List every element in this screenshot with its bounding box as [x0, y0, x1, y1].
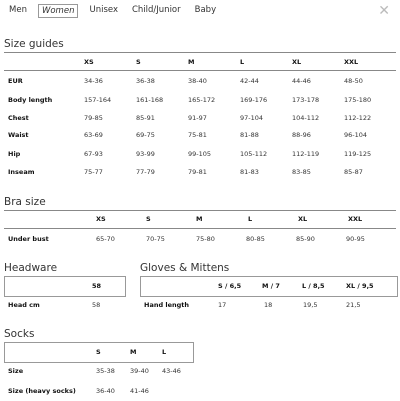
size-guides-cell: 161-168 — [136, 96, 164, 104]
gloves-row-label: Hand length — [144, 301, 190, 309]
socks-cell: 35-38 — [96, 367, 115, 375]
size-guides-row-label: Hip — [8, 150, 21, 158]
size-guides-cell: 48-50 — [344, 77, 363, 85]
tab-baby[interactable]: Baby — [194, 5, 217, 15]
size-guides-cell: 119-125 — [344, 150, 372, 158]
bra-size-cell: 75-80 — [196, 235, 215, 243]
size-guides-cell: 97-104 — [240, 114, 264, 122]
size-guides-cell: 63-69 — [84, 131, 103, 139]
gloves-col-header: S / 6,5 — [218, 282, 242, 290]
gloves-col-header: L / 8,5 — [302, 282, 325, 290]
bra-size-header-rule — [4, 228, 396, 229]
size-guides-cell: 165-172 — [188, 96, 216, 104]
socks-col-header: S — [96, 348, 101, 356]
size-guides-cell: 36-38 — [136, 77, 155, 85]
size-guides-cell: 112-122 — [344, 114, 372, 122]
bra-size-cell: 85-90 — [296, 235, 315, 243]
socks-cell: 39-40 — [130, 367, 149, 375]
bra-size-cell: 70-75 — [146, 235, 165, 243]
size-guides-header-rule — [4, 70, 396, 71]
size-guides-row-label: Inseam — [8, 168, 35, 176]
size-guides-row-label: Body length — [8, 96, 53, 104]
gloves-title: Gloves & Mittens — [140, 262, 230, 274]
gloves-col-header: M / 7 — [262, 282, 280, 290]
bra-size-title: Bra size — [4, 196, 46, 208]
size-guides-cell: 99-105 — [188, 150, 212, 158]
tab-men[interactable]: Men — [9, 5, 27, 15]
bra-size-cell: 80-85 — [246, 235, 265, 243]
size-guides-cell: 169-176 — [240, 96, 268, 104]
size-guides-cell: 67-93 — [84, 150, 103, 158]
bra-size-rule — [4, 210, 396, 211]
size-guides-cell: 88-96 — [292, 131, 311, 139]
socks-title: Socks — [4, 328, 35, 340]
size-guides-cell: 81-83 — [240, 168, 259, 176]
tab-women[interactable]: Women — [38, 4, 79, 18]
size-guides-cell: 79-85 — [84, 114, 103, 122]
size-guides-cell: 91-97 — [188, 114, 207, 122]
socks-col-header: M — [130, 348, 137, 356]
size-guides-rule — [4, 52, 396, 53]
gloves-cell: 19,5 — [303, 301, 318, 309]
headware-col-header: 58 — [92, 282, 102, 290]
socks-cell: 43-46 — [162, 367, 181, 375]
bra-size-col-header: XL — [298, 215, 308, 223]
socks-row-label: Size (heavy socks) — [8, 387, 76, 395]
socks-row-label: Size — [8, 367, 24, 375]
size-guides-row-label: Waist — [8, 131, 29, 139]
size-guides-row-label: Chest — [8, 114, 29, 122]
size-guides-col-header: M — [188, 58, 195, 66]
tab-child-junior[interactable]: Child/Junior — [131, 5, 181, 15]
size-guides-cell: 69-75 — [136, 131, 155, 139]
size-guides-cell: 157-164 — [84, 96, 112, 104]
size-guides-cell: 42-44 — [240, 77, 259, 85]
tab-unisex[interactable]: Unisex — [89, 5, 118, 15]
size-guides-col-header: S — [136, 58, 141, 66]
gloves-cell: 21,5 — [346, 301, 361, 309]
size-guides-cell: 175-180 — [344, 96, 372, 104]
size-guides-cell: 96-104 — [344, 131, 368, 139]
size-guides-cell: 79-81 — [188, 168, 207, 176]
category-tabs — [6, 4, 219, 18]
size-guides-row-label: EUR — [8, 77, 23, 85]
socks-cell: 36-40 — [96, 387, 115, 395]
size-guides-cell: 93-99 — [136, 150, 155, 158]
socks-cell: 41-46 — [130, 387, 149, 395]
size-guides-cell: 173-178 — [292, 96, 320, 104]
size-guides-cell: 38-40 — [188, 77, 207, 85]
gloves-cell: 17 — [218, 301, 227, 309]
socks-col-header: L — [162, 348, 167, 356]
size-guides-col-header: L — [240, 58, 245, 66]
size-guides-cell: 81-88 — [240, 131, 259, 139]
size-guides-cell: 104-112 — [292, 114, 320, 122]
size-guides-col-header: XL — [292, 58, 302, 66]
size-guides-cell: 112-119 — [292, 150, 320, 158]
bra-size-col-header: XS — [96, 215, 106, 223]
size-guides-col-header: XS — [84, 58, 94, 66]
bra-size-col-header: M — [196, 215, 203, 223]
close-icon[interactable]: ✕ — [378, 3, 390, 19]
size-guides-cell: 77-79 — [136, 168, 155, 176]
headware-title: Headware — [4, 262, 58, 274]
gloves-cell: 18 — [264, 301, 273, 309]
size-guides-cell: 44-46 — [292, 77, 311, 85]
size-guides-cell: 83-85 — [292, 168, 311, 176]
gloves-col-header: XL / 9,5 — [346, 282, 374, 290]
headware-cell: 58 — [92, 301, 101, 309]
headware-header-box — [4, 276, 126, 297]
size-guides-cell: 75-77 — [84, 168, 103, 176]
bra-size-row-label: Under bust — [8, 235, 49, 243]
size-guides-cell: 75-81 — [188, 131, 207, 139]
bra-size-cell: 65-70 — [96, 235, 115, 243]
size-guides-col-header: XXL — [344, 58, 359, 66]
size-guides-cell: 85-91 — [136, 114, 155, 122]
bra-size-cell: 90-95 — [346, 235, 365, 243]
bra-size-col-header: XXL — [348, 215, 363, 223]
size-guides-cell: 105-112 — [240, 150, 268, 158]
bra-size-col-header: L — [248, 215, 253, 223]
bra-size-col-header: S — [146, 215, 151, 223]
size-guides-title: Size guides — [4, 38, 64, 50]
size-guides-cell: 34-36 — [84, 77, 103, 85]
headware-row-label: Head cm — [8, 301, 40, 309]
size-guides-cell: 85-87 — [344, 168, 363, 176]
